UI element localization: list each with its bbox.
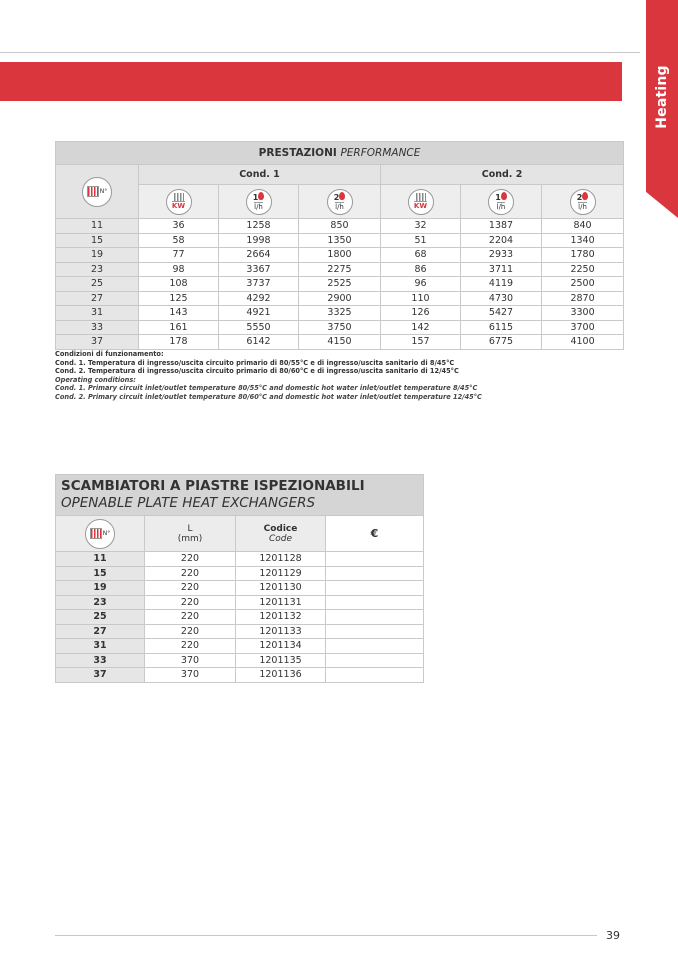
footer-rule (55, 935, 597, 936)
table-row: 19 220 1201130 (56, 581, 424, 596)
power-kw-icon: KW (408, 189, 434, 215)
price-header: € (326, 516, 424, 552)
page-number: 39 (606, 929, 620, 942)
table-row: 27 125 4292 2900 110 4730 2870 (56, 291, 624, 306)
cond2-header: Cond. 2 (381, 165, 624, 185)
flow-1-icon: $\frac{1}{l/h}$ (246, 189, 272, 215)
section-tab-label: Heating (654, 65, 670, 129)
performance-title: PRESTAZIONI PERFORMANCE (56, 142, 624, 165)
conditions-title-it: Condizioni di funzionamento: (55, 350, 164, 358)
flow2-header-cond2 (542, 185, 624, 219)
operating-conditions (55, 350, 615, 401)
flow-1-icon: $\frac{1}{l/h}$ (488, 189, 514, 215)
conditions-title-en: Operating conditions: (55, 375, 136, 384)
table-row: 37 370 1201136 (56, 668, 424, 683)
top-rule (0, 52, 640, 53)
table-row: 31 143 4921 3325 126 5427 3300 (56, 306, 624, 321)
conditions-line: Cond. 2. Temperatura di ingresso/uscita circuito primario di 80/60°C e di ingresso/uscita sanitario di 12/45°C (55, 367, 459, 375)
table-row: 25 108 3737 2525 96 4119 2500 (56, 277, 624, 292)
plates-number-icon: N° (82, 177, 112, 207)
power-header (139, 185, 219, 219)
table-row: 33 370 1201135 (56, 653, 424, 668)
performance-table (55, 141, 624, 350)
table-row: 25 220 1201132 (56, 610, 424, 625)
table-row: 33 161 5550 3750 142 6115 3700 (56, 320, 624, 335)
table-row: 19 77 2664 1800 68 2933 1780 (56, 248, 624, 263)
table-row: 15 58 1998 1350 51 2204 1340 (56, 233, 624, 248)
flow2-header (299, 185, 381, 219)
plates-number-icon: N° (85, 519, 115, 549)
exchangers-title-it: SCAMBIATORI A PIASTRE ISPEZIONABILI (61, 478, 365, 494)
table-row: 23 98 3367 2275 86 3711 2250 (56, 262, 624, 277)
table-row: 11 220 1201128 (56, 552, 424, 567)
flow1-header (219, 185, 299, 219)
table-row: 31 220 1201134 (56, 639, 424, 654)
table-row: 15 220 1201129 (56, 566, 424, 581)
conditions-line: Cond. 2. Primary circuit inlet/outlet temperature 80/60°C and domestic hot water inlet/outlet temperature 12/45°C (55, 392, 482, 401)
power-header-cond2 (381, 185, 461, 219)
flow1-header-cond2 (461, 185, 542, 219)
header-band (0, 62, 622, 101)
flow-2-icon: $\frac{2}{l/h}$ (570, 189, 596, 215)
heat-exchangers-table (55, 474, 424, 683)
conditions-line: Cond. 1. Primary circuit inlet/outlet temperature 80/55°C and domestic hot water inlet/outlet temperature 8/45°C (55, 384, 478, 392)
table-row: 23 220 1201131 (56, 595, 424, 610)
flow-2-icon: $\frac{2}{l/h}$ (327, 189, 353, 215)
plates-number-header (56, 516, 145, 552)
table-row: 37 178 6142 4150 157 6775 4100 (56, 335, 624, 350)
cond1-header: Cond. 1 (139, 165, 381, 185)
exchangers-title (56, 475, 424, 516)
exchangers-title-en: OPENABLE PLATE HEAT EXCHANGERS (61, 495, 316, 511)
power-kw-icon: KW (166, 189, 192, 215)
length-header: L (mm) (145, 516, 236, 552)
table-row: 11 36 1258 850 32 1387 840 (56, 219, 624, 234)
code-header: Codice Code (236, 516, 326, 552)
table-row: 27 220 1201133 (56, 624, 424, 639)
conditions-line: Cond. 1. Temperatura di ingresso/uscita circuito primario di 80/55°C e di ingresso/uscita sanitario di 8/45°C (55, 358, 455, 367)
plates-number-header (56, 165, 139, 219)
